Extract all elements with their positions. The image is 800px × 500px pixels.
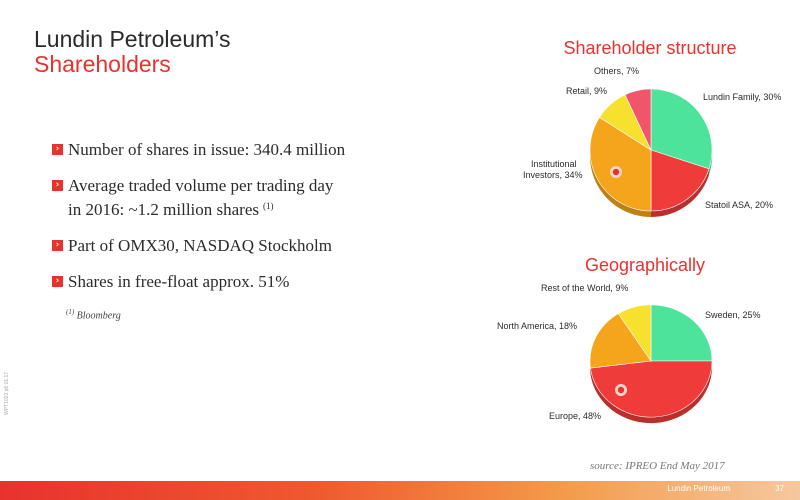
bullet-text: Average traded volume per trading day bbox=[68, 176, 334, 195]
slice-label-statoil: Statoil ASA, 20% bbox=[705, 200, 774, 210]
pie1-marker-dot bbox=[613, 169, 619, 175]
slice-label-rest-of-world: Rest of the World, 9% bbox=[541, 283, 629, 293]
slice-label-retail: Retail, 9% bbox=[566, 86, 608, 96]
pie-shareholder-structure bbox=[590, 89, 712, 217]
pie2-slice-1 bbox=[590, 361, 712, 417]
arrow-bullet-icon: › bbox=[52, 276, 63, 287]
slice-label-lundin-family: Lundin Family, 30% bbox=[703, 92, 782, 102]
slice-label-institutional-1: Institutional bbox=[531, 159, 577, 169]
bullet-text: Part of OMX30, NASDAQ Stockholm bbox=[68, 236, 332, 255]
title-line-1: Lundin Petroleum’s bbox=[34, 26, 231, 52]
footnote-ref: (1) bbox=[263, 201, 274, 211]
chart-title-shareholder-structure: Shareholder structure bbox=[563, 38, 737, 58]
arrow-bullet-icon: › bbox=[52, 144, 63, 155]
page-number: 37 bbox=[775, 484, 784, 493]
document-code: WPT1023 p8 01.17 bbox=[4, 371, 10, 415]
pie2-slice-0 bbox=[651, 305, 712, 361]
pie-geographically bbox=[590, 305, 712, 423]
footer-brand: Lundin Petroleum bbox=[667, 484, 730, 493]
bullet-text: Number of shares in issue: 340.4 million bbox=[68, 140, 346, 159]
pie2-marker-dot bbox=[618, 387, 624, 393]
slice-label-sweden: Sweden, 25% bbox=[705, 310, 761, 320]
source-note: source: IPREO End May 2017 bbox=[590, 460, 725, 472]
arrow-bullet-icon: › bbox=[52, 180, 63, 191]
bullet-text-continued: in 2016: ~1.2 million shares bbox=[68, 200, 259, 219]
bullet-text: Shares in free-float approx. 51% bbox=[68, 272, 290, 291]
footnote-text: Bloomberg bbox=[76, 310, 121, 322]
chart-title-geographically: Geographically bbox=[584, 255, 706, 275]
footnote-marker: (1) bbox=[66, 308, 75, 316]
slice-label-europe: Europe, 48% bbox=[549, 411, 602, 421]
slice-label-north-america: North America, 18% bbox=[497, 321, 578, 331]
slice-label-institutional-2: Investors, 34% bbox=[523, 170, 583, 180]
title-line-2: Shareholders bbox=[34, 51, 171, 77]
arrow-bullet-icon: › bbox=[52, 240, 63, 251]
slice-label-others: Others, 7% bbox=[594, 66, 640, 76]
